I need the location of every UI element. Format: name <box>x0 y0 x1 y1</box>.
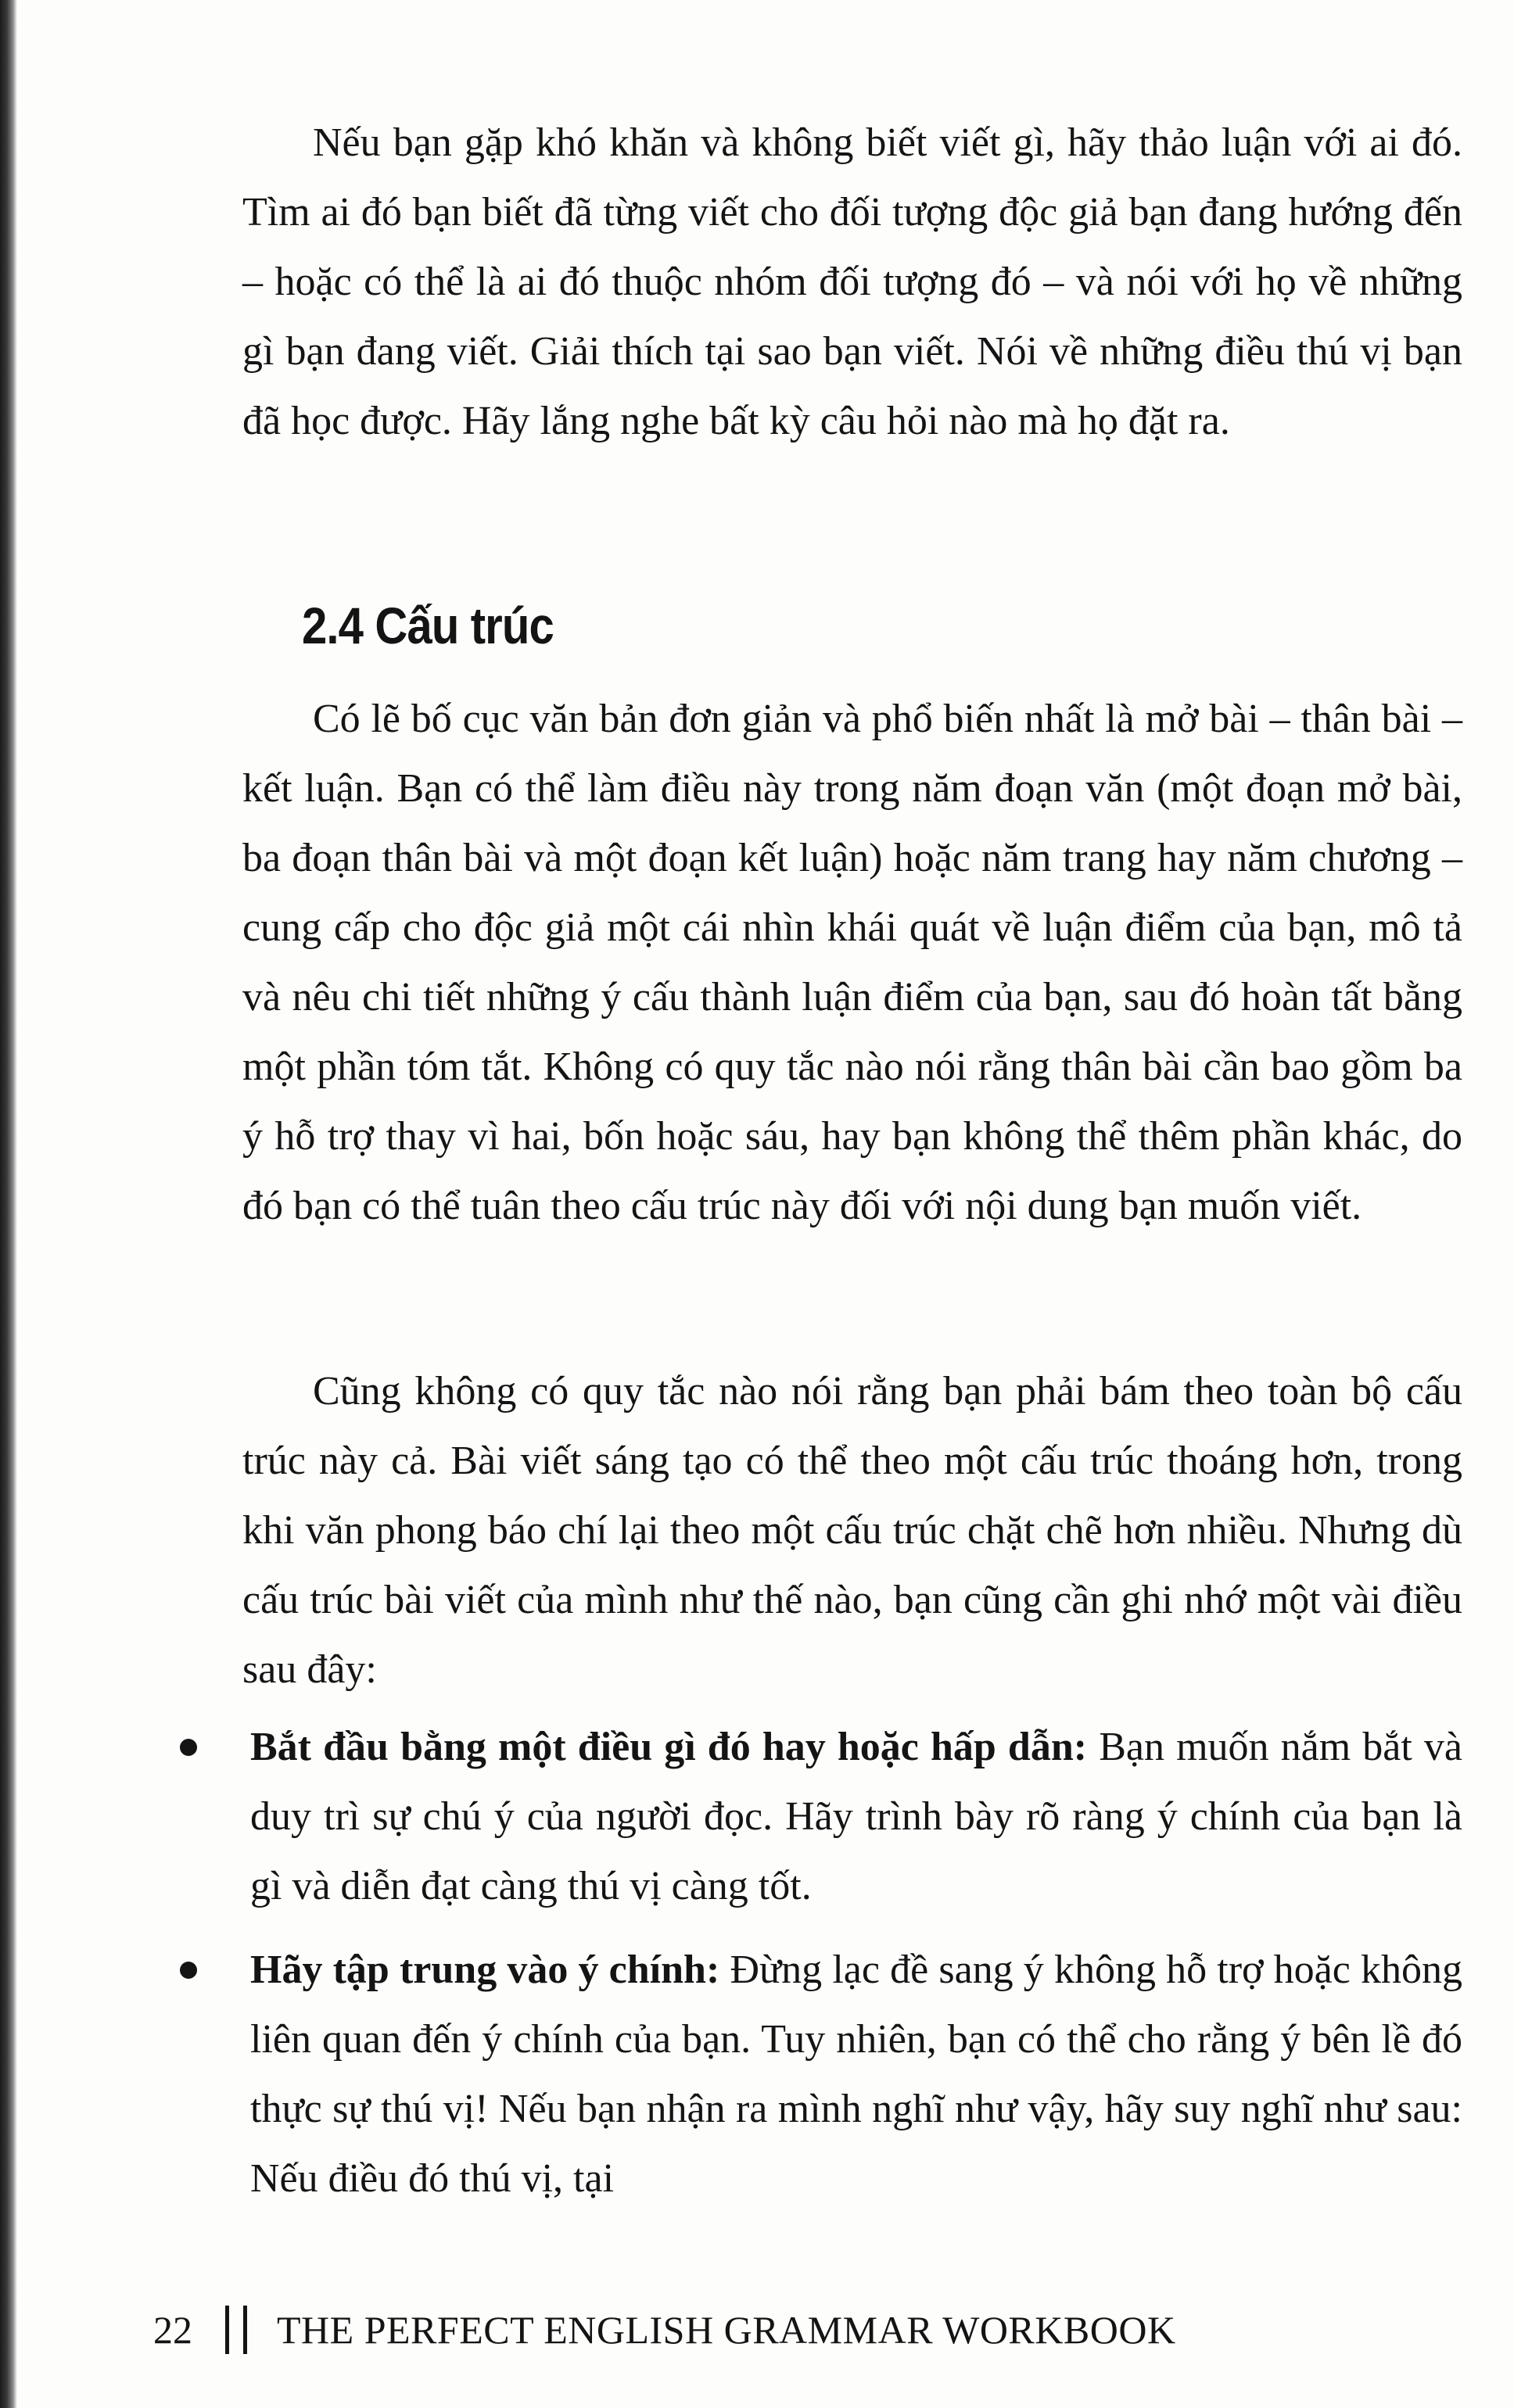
structure-paragraph-2-block <box>242 1356 1462 1704</box>
structure-paragraph-1-block <box>242 684 1462 1241</box>
bullet-text: Đừng lạc đề sang ý không hỗ trợ hoặc không liên quan đến ý chính của bạn. Tuy nhiên, bạn có thể cho rằng ý bên lề đó thực sự thú vị! Nếu bạn nhận ra mình nghĩ như vậy, hãy suy nghĩ như sau: Nếu điều đó thú vị, tại <box>250 1948 1462 2201</box>
structure-paragraph-1: Có lẽ bố cục văn bản đơn giản và phổ biến nhất là mở bài – thân bài – kết luận. Bạn có thể làm điều này trong năm đoạn văn (một đoạn mở bài, ba đoạn thân bài và một đoạn kết luận) hoặc năm trang hay năm chương – cung cấp cho độc giả một cái nhìn khái quát về luận điểm của bạn, mô tả và nêu chi tiết những ý cấu thành luận điểm của bạn, sau đó hoàn tất bằng một phần tóm tắt. Không có quy tắc nào nói rằng thân bài cần bao gồm ba ý hỗ trợ thay vì hai, bốn hoặc sáu, hay bạn không thể thêm phần khác, do đó bạn có thể tuân theo cấu trúc này đối với nội dung bạn muốn viết. <box>242 697 1462 1228</box>
tips-list <box>180 1712 1462 2227</box>
bullet-dot-icon <box>180 1962 197 1979</box>
bullet-label: Hãy tập trung vào ý chính: <box>250 1948 720 1992</box>
page-number: 22 <box>153 2308 192 2352</box>
intro-paragraph: Nếu bạn gặp khó khăn và không biết viết gì, hãy thảo luận với ai đó. Tìm ai đó bạn biết đã từng viết cho đối tượng độc giả bạn đang hướng đến – hoặc có thể là ai đó thuộc nhóm đối tượng đó – và nói với họ về những gì bạn đang viết. Giải thích tại sao bạn viết. Nói về những điều thú vị bạn đã học được. Hãy lắng nghe bất kỳ câu hỏi nào mà họ đặt ra. <box>242 120 1462 443</box>
list-item <box>180 1712 1462 1921</box>
bullet-label: Bắt đầu bằng một điều gì đó hay hoặc hấp dẫn: <box>250 1725 1088 1769</box>
structure-paragraph-2: Cũng không có quy tắc nào nói rằng bạn phải bám theo toàn bộ cấu trúc này cả. Bài viết sáng tạo có thể theo một cấu trúc thoáng hơn, trong khi văn phong báo chí lại theo một cấu trúc chặt chẽ hơn nhiều. Nhưng dù cấu trúc bài viết của mình như thế nào, bạn cũng cần ghi nhớ một vài điều sau đây: <box>242 1369 1462 1692</box>
page-footer <box>153 2295 1176 2365</box>
bullet-text: Bạn muốn nắm bắt và duy trì sự chú ý của người đọc. Hãy trình bày rõ ràng ý chính của bạn là gì và diễn đạt càng thú vị càng tốt. <box>250 1725 1462 1908</box>
footer-separator <box>225 2306 247 2354</box>
intro-paragraph-block <box>242 108 1462 456</box>
list-item <box>180 1935 1462 2213</box>
running-book-title: THE PERFECT ENGLISH GRAMMAR WORKBOOK <box>277 2308 1176 2352</box>
section-heading: 2.4 Cấu trúc <box>302 597 554 654</box>
page-binding-edge <box>0 0 17 2408</box>
bullet-dot-icon <box>180 1739 197 1756</box>
